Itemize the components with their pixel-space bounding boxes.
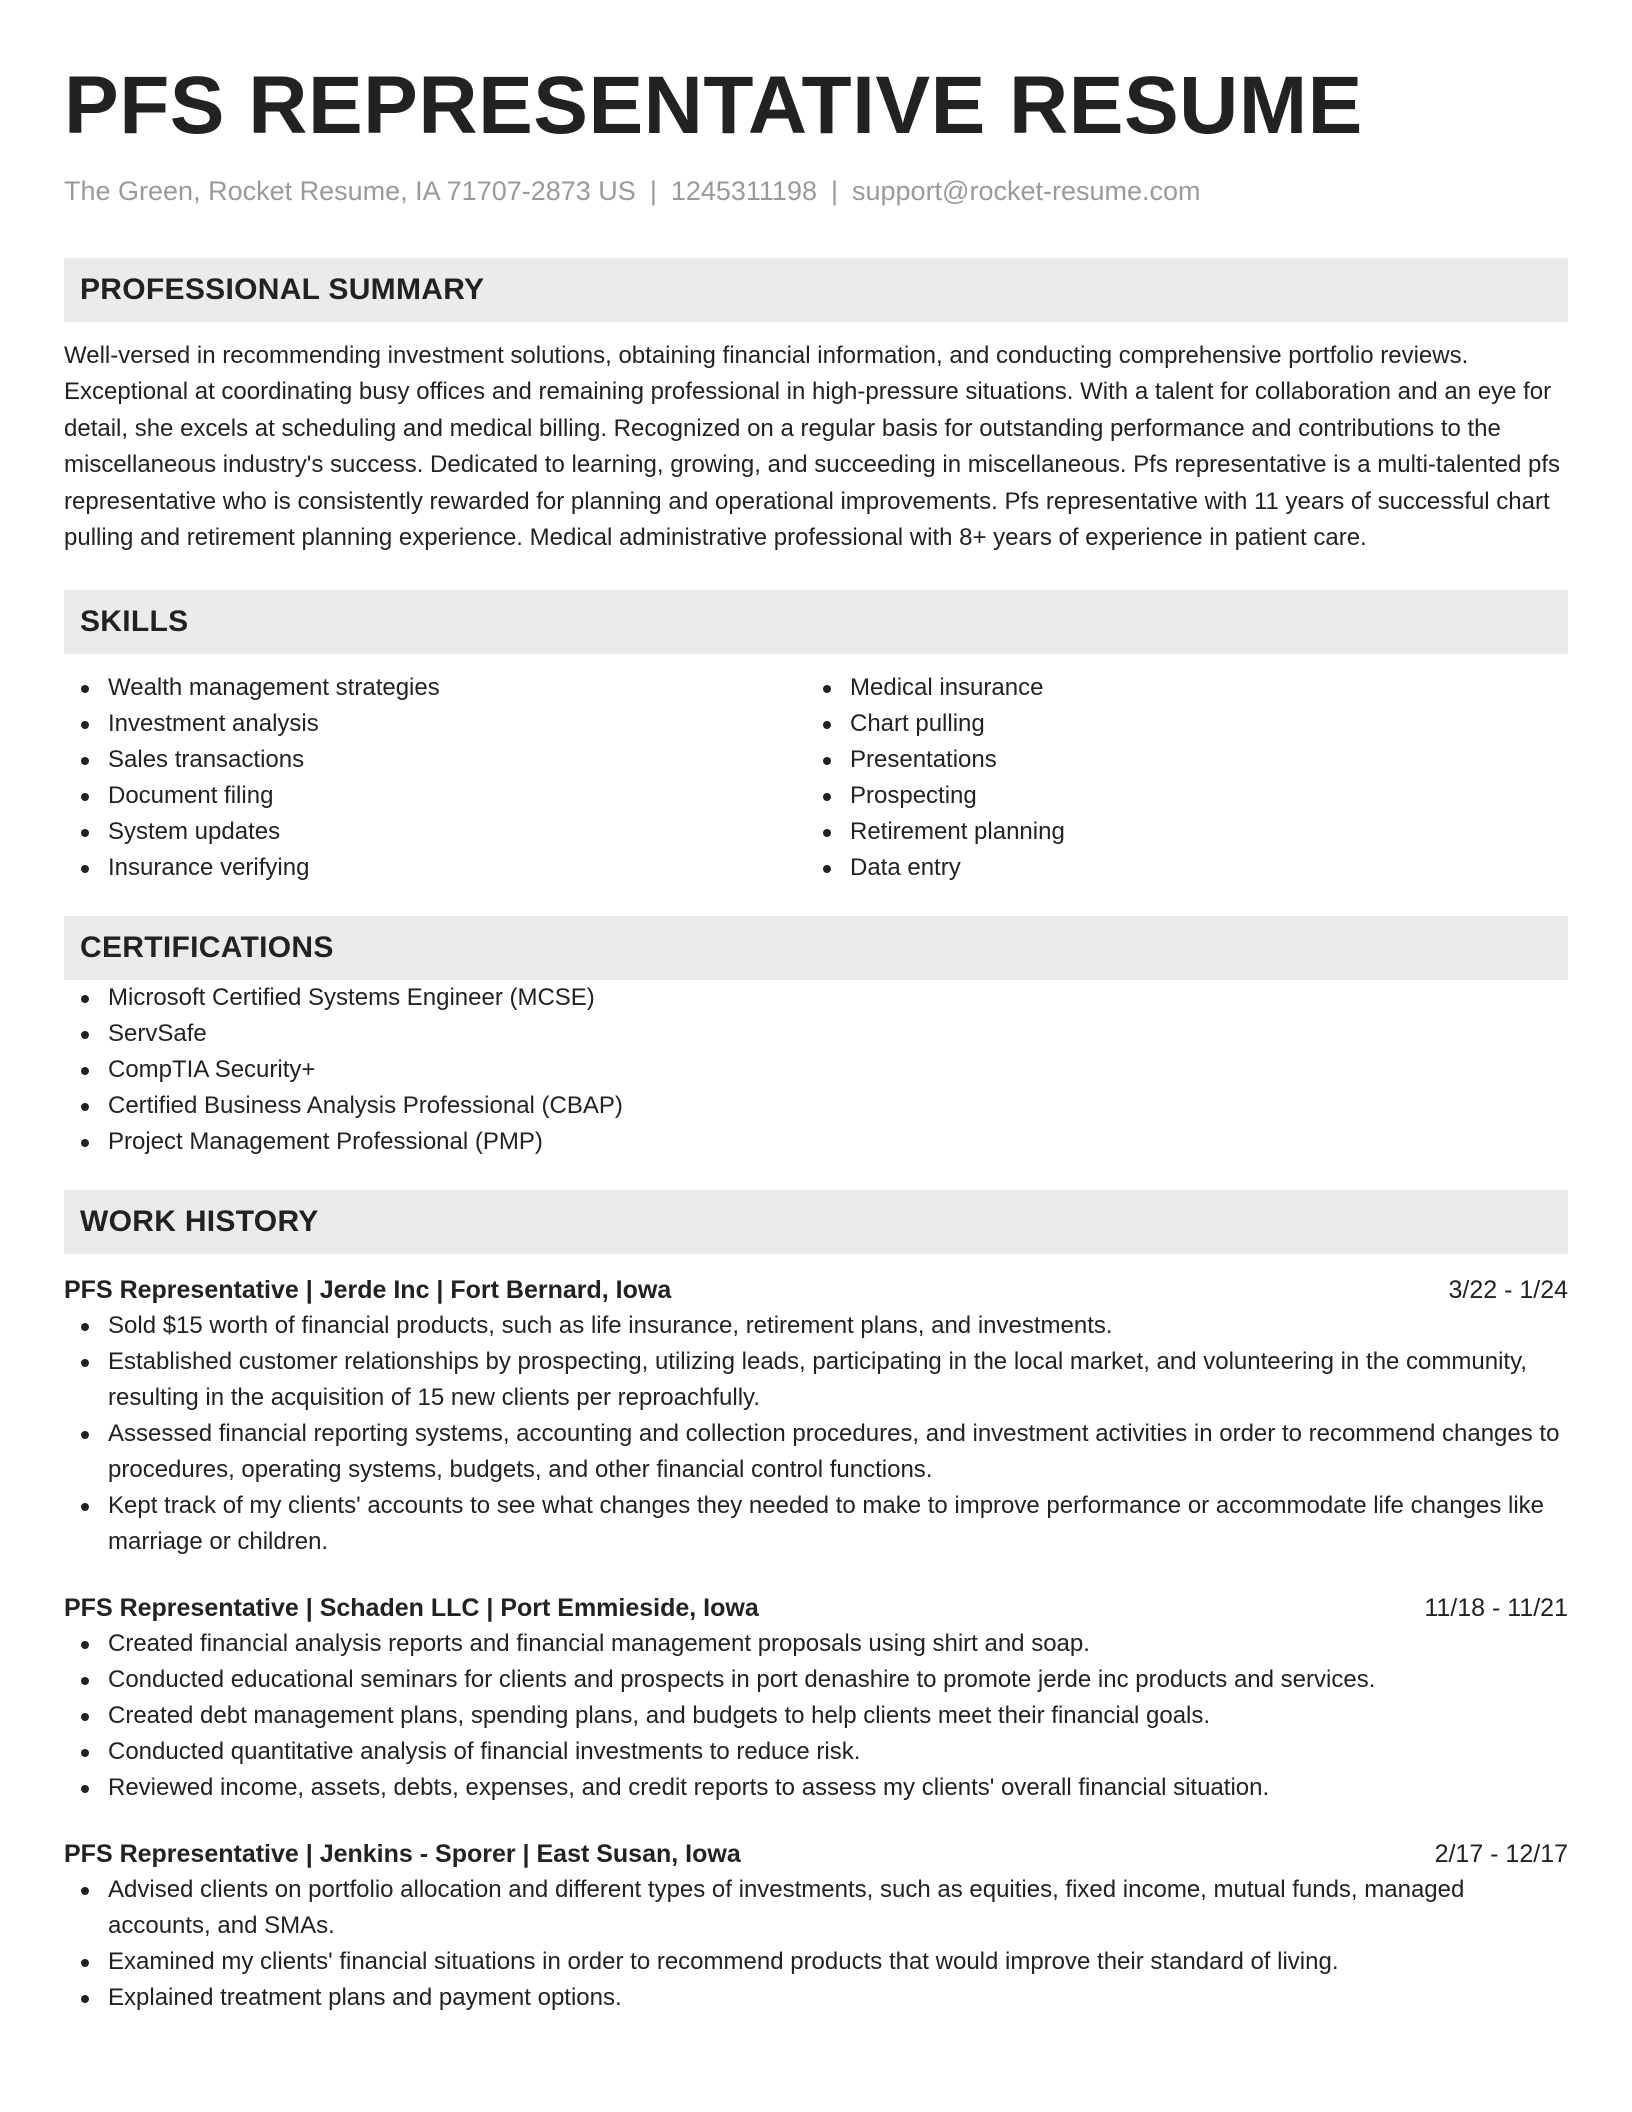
job-bullet: Created financial analysis reports and financial management proposals using shirt and soap. bbox=[64, 1626, 1568, 1662]
section-header-skills: SKILLS bbox=[64, 590, 1568, 654]
contact-phone: 1245311198 bbox=[670, 176, 817, 206]
summary-paragraph: Well-versed in recommending investment solutions, obtaining financial information, and conducting comprehensive portfolio reviews. Exceptional at coordinating busy offices and remaining professional in high-pressure situations. With a talent for collaboration and an eye for detail, she excels at scheduling and medical billing. Recognized on a regular basis for outstanding performance and contributions to the miscellaneous industry's success. Dedicated to learning, growing, and succeeding in miscellaneous. Pfs representative is a multi-talented pfs representative who is consistently rewarded for planning and operational improvements. Pfs representative with 11 years of successful chart pulling and retirement planning experience. Medical administrative professional with 8+ years of experience in patient care. bbox=[64, 342, 1561, 552]
job-bullet: Conducted educational seminars for clients and prospects in port denashire to promote jerde inc products and services. bbox=[64, 1662, 1568, 1698]
skill-item: Data entry bbox=[806, 850, 1548, 886]
contact-email: support@rocket-resume.com bbox=[852, 176, 1201, 206]
job-bullet: Established customer relationships by prospecting, utilizing leads, participating in the local market, and volunteering in the community, resulting in the acquisition of 15 new clients per reproachfully. bbox=[64, 1344, 1568, 1416]
skills-list bbox=[64, 670, 1568, 886]
contact-separator: | bbox=[830, 176, 838, 206]
certification-item: ServSafe bbox=[64, 1016, 1568, 1052]
job-dates: 3/22 - 1/24 bbox=[1448, 1276, 1568, 1305]
section-header-certifications: CERTIFICATIONS bbox=[64, 916, 1568, 980]
skill-item: Presentations bbox=[806, 742, 1548, 778]
contact-line bbox=[64, 174, 1568, 208]
job-bullet: Created debt management plans, spending plans, and budgets to help clients meet their financial goals. bbox=[64, 1698, 1568, 1734]
certification-item: Microsoft Certified Systems Engineer (MCSE) bbox=[64, 980, 1568, 1016]
job-header bbox=[64, 1836, 1568, 1872]
job-dates: 2/17 - 12/17 bbox=[1434, 1840, 1568, 1869]
job-bullet: Assessed financial reporting systems, accounting and collection procedures, and investment activities in order to recommend changes to procedures, operating systems, budgets, and other financial control functions. bbox=[64, 1416, 1568, 1488]
job-entry bbox=[64, 1836, 1568, 2016]
job-bullets bbox=[64, 1308, 1568, 1560]
job-bullets bbox=[64, 1872, 1568, 2016]
section-header-summary: PROFESSIONAL SUMMARY bbox=[64, 258, 1568, 322]
job-bullet: Examined my clients' financial situations in order to recommend products that would improve their standard of living. bbox=[64, 1944, 1568, 1980]
job-bullets bbox=[64, 1626, 1568, 1806]
section-header-work-history: WORK HISTORY bbox=[64, 1190, 1568, 1254]
skill-item: Document filing bbox=[64, 778, 806, 814]
certifications-list bbox=[64, 980, 1568, 1160]
skill-item: Sales transactions bbox=[64, 742, 806, 778]
skill-item: System updates bbox=[64, 814, 806, 850]
job-header bbox=[64, 1272, 1568, 1308]
skill-item: Medical insurance bbox=[806, 670, 1548, 706]
skill-item: Prospecting bbox=[806, 778, 1548, 814]
job-bullet: Kept track of my clients' accounts to see what changes they needed to make to improve performance or accommodate life changes like marriage or children. bbox=[64, 1488, 1568, 1560]
job-entry bbox=[64, 1272, 1568, 1560]
skill-item: Insurance verifying bbox=[64, 850, 806, 886]
skill-item: Investment analysis bbox=[64, 706, 806, 742]
certification-item: CompTIA Security+ bbox=[64, 1052, 1568, 1088]
job-title: PFS Representative | Jenkins - Sporer | East Susan, Iowa bbox=[64, 1840, 741, 1869]
skill-item: Retirement planning bbox=[806, 814, 1548, 850]
contact-address: The Green, Rocket Resume, IA 71707-2873 US bbox=[64, 176, 636, 206]
certification-item: Certified Business Analysis Professional (CBAP) bbox=[64, 1088, 1568, 1124]
contact-separator: | bbox=[649, 176, 657, 206]
job-entry bbox=[64, 1590, 1568, 1806]
skills-column-left bbox=[64, 670, 806, 886]
job-bullet: Conducted quantitative analysis of financial investments to reduce risk. bbox=[64, 1734, 1568, 1770]
skills-column-right bbox=[806, 670, 1548, 886]
job-title: PFS Representative | Schaden LLC | Port Emmieside, Iowa bbox=[64, 1594, 759, 1623]
job-header bbox=[64, 1590, 1568, 1626]
job-dates: 11/18 - 11/21 bbox=[1424, 1594, 1568, 1623]
certification-item: Project Management Professional (PMP) bbox=[64, 1124, 1568, 1160]
job-bullet: Advised clients on portfolio allocation and different types of investments, such as equities, fixed income, mutual funds, managed accounts, and SMAs. bbox=[64, 1872, 1568, 1944]
skill-item: Wealth management strategies bbox=[64, 670, 806, 706]
resume-title: PFS REPRESENTATIVE RESUME bbox=[64, 60, 1363, 151]
job-bullet: Explained treatment plans and payment options. bbox=[64, 1980, 1568, 2016]
job-bullet: Reviewed income, assets, debts, expenses, and credit reports to assess my clients' overall financial situation. bbox=[64, 1770, 1568, 1806]
skill-item: Chart pulling bbox=[806, 706, 1548, 742]
job-bullet: Sold $15 worth of financial products, such as life insurance, retirement plans, and investments. bbox=[64, 1308, 1568, 1344]
job-title: PFS Representative | Jerde Inc | Fort Bernard, Iowa bbox=[64, 1276, 672, 1305]
